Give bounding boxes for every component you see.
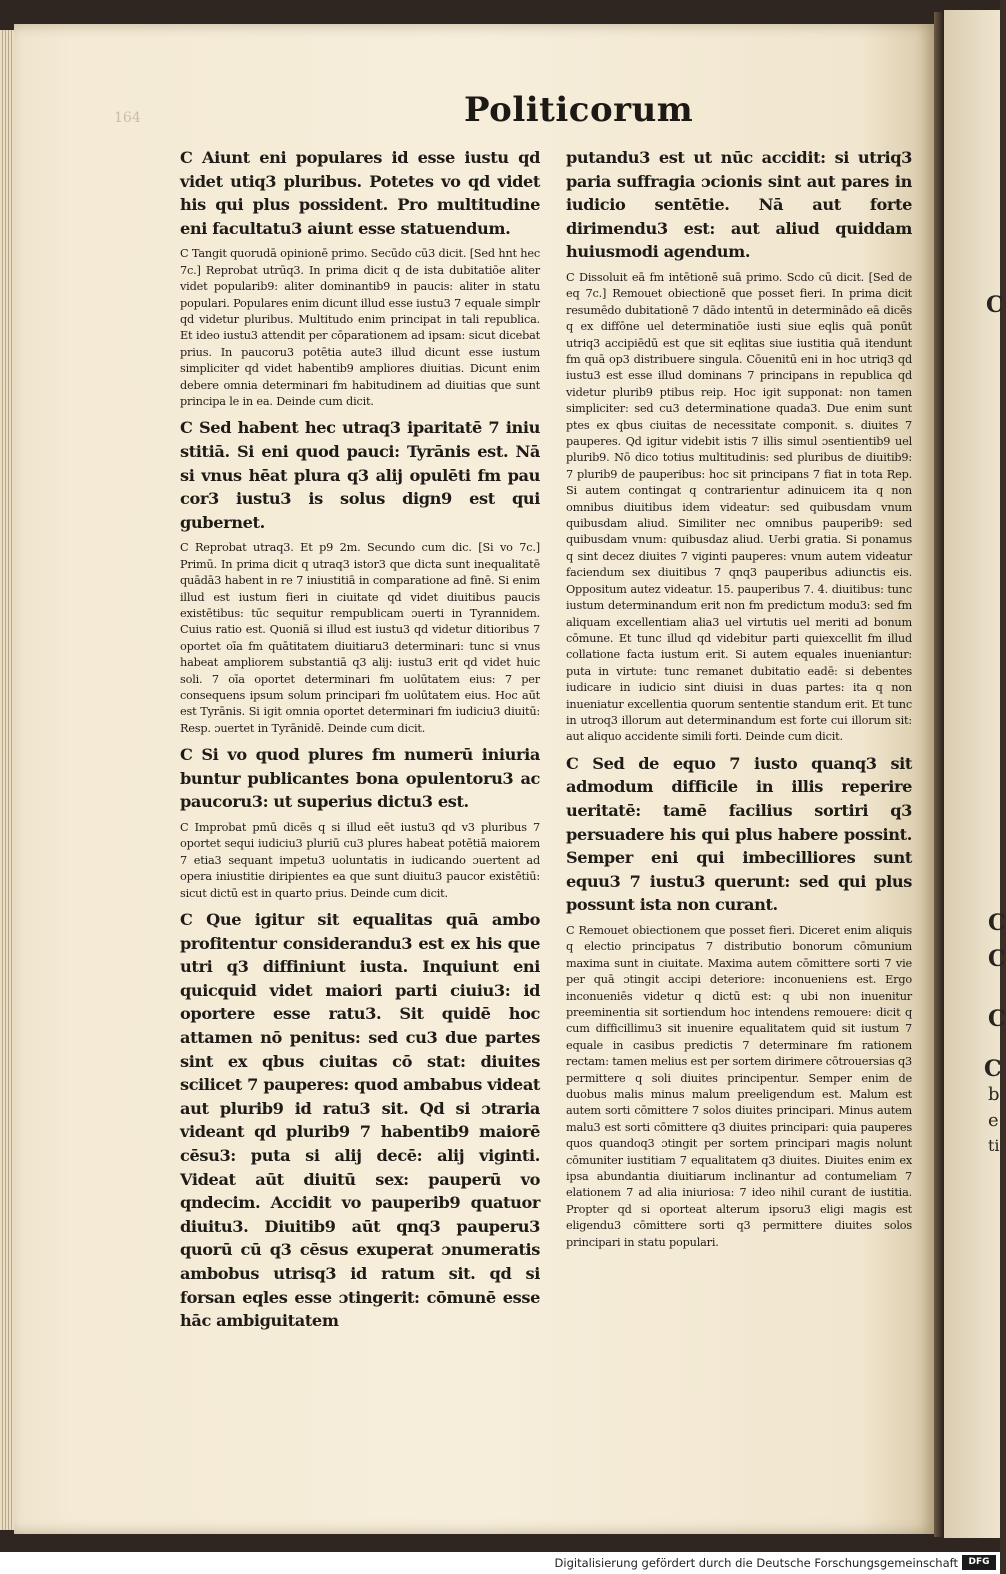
commentary-paragraph: C Reprobat utraq3. Et p9 2m. Secundo cum dic. [Si vo 7c.] Primū. In prima dicit q utraq3 istor3 que dicta sunt inequalitatē quādā3 habent in re 7 iniustitiā in comparatione ad finē. Si enim illud est iustum fieri in ciuitate qd videt diuitibus paucis existētibus: tūc sequitur rempublicam ɔuerti in Tyrannidem. Cuius ratio est. Quoniā si illud est iustu3 qd videtur ditioribus 7 oportet oīa fm quātitatem diuitiaru3 determinari: tunc si vnus habeat ampliorem substantiā q3 alij: iustu3 erit qd videt huic soli. 7 oīa oportet determinari fm uolūtatem eius: 7 per consequens ipsum solum principari fm uolūtatem eius. Hoc aūt est Tyrānis. Si igit omnia oportet determinari fm iudiciu3 diuitū: Resp. ɔuertet in Tyrānidē. Deinde cum dicit. bbox=[180, 541, 540, 735]
page-number: 164 bbox=[114, 110, 141, 126]
facing-glyph: e bbox=[988, 1110, 999, 1131]
commentary-paragraph: C Tangit quorudā opinionē primo. Secūdo cū3 dicit. [Sed hnt hec 7c.] Reprobat utrūq3. In prima dicit q de ista dubitatiōe aliter videt popularib9: aliter dominantib9 in paucis: aliter in statu populari. Populares enim dicunt illud esse iustu3 7 equale simplr qd videtur pluribus. Multitudo enim principat in tali republica. Et ideo iustu3 attendit per cōparationem ad ipsam: sicut dicebat prius. In paucoru3 potētia aute3 illud dicunt esse iustum simpliciter qd videt habentib9 ampliores diuitias. Dicunt enim debere omnia determinari fm habitudinem ad diuitias que sunt principa le in ea. Deinde cum dicit. bbox=[180, 247, 540, 409]
commentary-paragraph: C Improbat pmū dicēs q si illud eēt iustu3 qd v3 pluribus 7 oportet sequi iudiciu3 pluriū cu3 plures habeat potētiā maiorem 7 etia3 sequant impetu3 uoluntatis in iudicando ɔuertent ad opera iniustitie diripientes ea que sunt diuitu3 paucor existētiū: sicut dictū est in quarto prius. Deinde cum dicit. bbox=[180, 821, 540, 900]
facing-page bbox=[944, 10, 1006, 1538]
facing-glyph: b bbox=[988, 1084, 1000, 1105]
facing-glyph: C bbox=[988, 1006, 1006, 1032]
commentary-paragraph: C Dissoluit eā fm intētionē suā primo. Scdo cū dicit. [Sed de eq 7c.] Remouet obiectionē que posset fieri. In prima dicit resumēdo dubitationē 7 dādo intentū in determinādo eā dicēs q ex diffōne uel determinatiōe iusti siue eqlis quā ponūt utriq3 accipiēdū est que sit eqlitas siue iustitia quā itendunt fm quā op3 distribuere singula. Cōuenitū eni in hoc utriq3 qd iustu3 est esse illud dominans 7 principans in republica qd videtur plurib9 ptibus reip. Hoc igit supponat: non tamen simpliciter: sed cu3 determinatione quada3. Due enim sunt ptes ex qbus ciuitas de necessitate componit. s. diuites 7 pauperes. Qd igitur videbit istis 7 illis simul ɔsentientib9 uel plurib9. Nō dico totius multitudinis: sed pluribus de diuitib9: 7 plurib9 de pauperibus: hoc sit principans 7 fiat in tota Rep. Si autem contingat q contrarientur adinuicem ita q non omnibus diuitibus idem videatur: sed quibusdam vnum quibusdam aliud. Similiter nec omnibus pauperib9: sed quibusdam vnum: quibusdaz aliud. Uerbi gratia. Si ponamus q sint decez diuites 7 viginti pauperes: vnum autem videatur faciendum sex diuitibus 7 qnq3 pauperibus adiunctis eis. Oppositum autez videatur. 15. pauperibus 7. 4. diuitibus: tunc iustum determinandum erit non fm predictum modu3: sed fm aliquam excellentiam alia3 uel virtutis uel meriti ad bonum cōmune. Et tunc illud qd videbitur parti quiexcellit fm illud collatione facta iustum erit. Si autem equales inueniantur: puta in virtute: tunc remanet dubitatio eadē: si debentes iudicare in iudicio sint diuisi in duas partes: ita q non inueniatur excellentia quorum sententie standum erit. Et tunc in utroq3 illorum aut determinandum est forte cui illorum sit: aut aliquo accidente simili forti. Deinde cum dicit. bbox=[566, 270, 912, 744]
main-text-paragraph: putandu3 est ut nūc accidit: si utriq3 paria suffragia ɔcionis sint aut pares in iudicio sentētie. Nā aut forte dirimendu3 est: aut aliud quiddam huiusmodi agendum. bbox=[566, 148, 912, 262]
commentary-paragraph: C Remouet obiectionem que posset fieri. Diceret enim aliquis q electio principatus 7 distributio bonorum cōmunium maxima sunt in ciuitate. Maxima autem cōmittere sorti 7 vie per quā ɔtingit accipi deteriore: inconueniens est. Ergo inconueniēs videtur q dictū est: q ubi non inuenitur preeminentia sit sortiendum hoc intendens remouere: dicit q cum difficillimu3 sit inuenire equalitatem quid sit iustum 7 equale in casibus predictis 7 determinare fm rationem rectam: tamen melius est per sortem dirimere cōtrouersias q3 permittere q soli diuites principentur. Semper enim de duobus malis minus malum preeligendum est. Malum est autem sorti cōmittere 7 solos diuites principari. Minus autem malu3 est sorti cōmittere q3 diuites principari: quia pauperes quos quandoq3 ɔtingit per sortem principari magis nolunt cōmuniter iustitiam 7 equalitatem q3 diuites. Diuites enim ex ipsa abundantia diuitiarum inclinantur ad contumeliam 7 elationem 7 ad alia iniuriosa: 7 ideo nihil curant de iustitia. Propter qd si oporteat alterum ipsoru3 eligi magis est eligendu3 cōmittere sorti q3 permittere diuites solos principari in statu populari. bbox=[566, 923, 912, 1249]
main-text-paragraph: C Sed habent hec utraq3 iparitatē 7 iniu stitiā. Si eni quod pauci: Tyrānis est. Nā si vnus hēat plura q3 alij opulēti fm pau cor3 iustu3 is solus dign9 est qui gubernet. bbox=[180, 418, 540, 532]
right-text-column bbox=[566, 146, 912, 1257]
book-gutter bbox=[934, 12, 944, 1537]
main-text-paragraph: C Aiunt eni populares id esse iustu qd videt utiq3 pluribus. Potetes vo qd videt his qui plus possident. Pro multitudine eni facultatu3 aiunt esse statuendum. bbox=[180, 148, 540, 238]
funding-notice: Digitalisierung gefördert durch die Deutsche Forschungsgemeinschaft bbox=[554, 1556, 958, 1570]
main-text-paragraph: C Si vo quod plures fm numerū iniuria buntur publicantes bona opulentoru3 ac paucoru3: ut superius dictu3 est. bbox=[180, 745, 540, 812]
left-text-column bbox=[180, 146, 540, 1339]
running-header: Politicorum bbox=[464, 90, 694, 130]
main-text-paragraph: C Sed de equo 7 iusto quanq3 sit admodum difficile in illis reperire ueritatē: tamē facilius sortiri q3 persuadere his qui plus habere possint. Semper eni qui imbecilliores sunt equu3 7 iustu3 querunt: sed qui plus possunt ista non curant. bbox=[566, 753, 912, 915]
main-text-paragraph: C Que igitur sit equalitas quā ambo profitentur considerandu3 est ex his que utri q3 diffiniunt iusta. Inquiunt eni quicquid videt maiori parti ciuiu3: id oportere esse ratu3. Sit quidē hoc attamen nō penitus: sed cu3 due partes sint ex qbus ciuitas cō stat: diuites scilicet 7 pauperes: quod ambabus videat aut plurib9 id ratu3 sit. Qd si ɔtraria videant qd plurib9 7 habentib9 maiorē cēsu3: puta si alij decē: alij viginti. Videat aūt diuitū sex: pauperū vo qndecim. Accidit vo pauperib9 quatuor diuitu3. Diuitib9 aūt qnq3 pauperu3 quorū cū q3 cēsus exuperat ɔnumeratis ambobus utrisq3 id ratum sit. qd si forsan eqles esse ɔtingerit: cōmunē esse hāc ambiguitatem bbox=[180, 910, 540, 1331]
dfg-logo: DFG bbox=[962, 1555, 996, 1570]
facing-glyph: C bbox=[988, 910, 1006, 936]
facing-glyph: ti bbox=[988, 1136, 1000, 1155]
facing-glyph: C bbox=[988, 946, 1006, 972]
facing-glyph: C bbox=[984, 1056, 1002, 1082]
facing-glyph: C bbox=[986, 292, 1004, 318]
footer-bar bbox=[0, 1552, 1000, 1574]
